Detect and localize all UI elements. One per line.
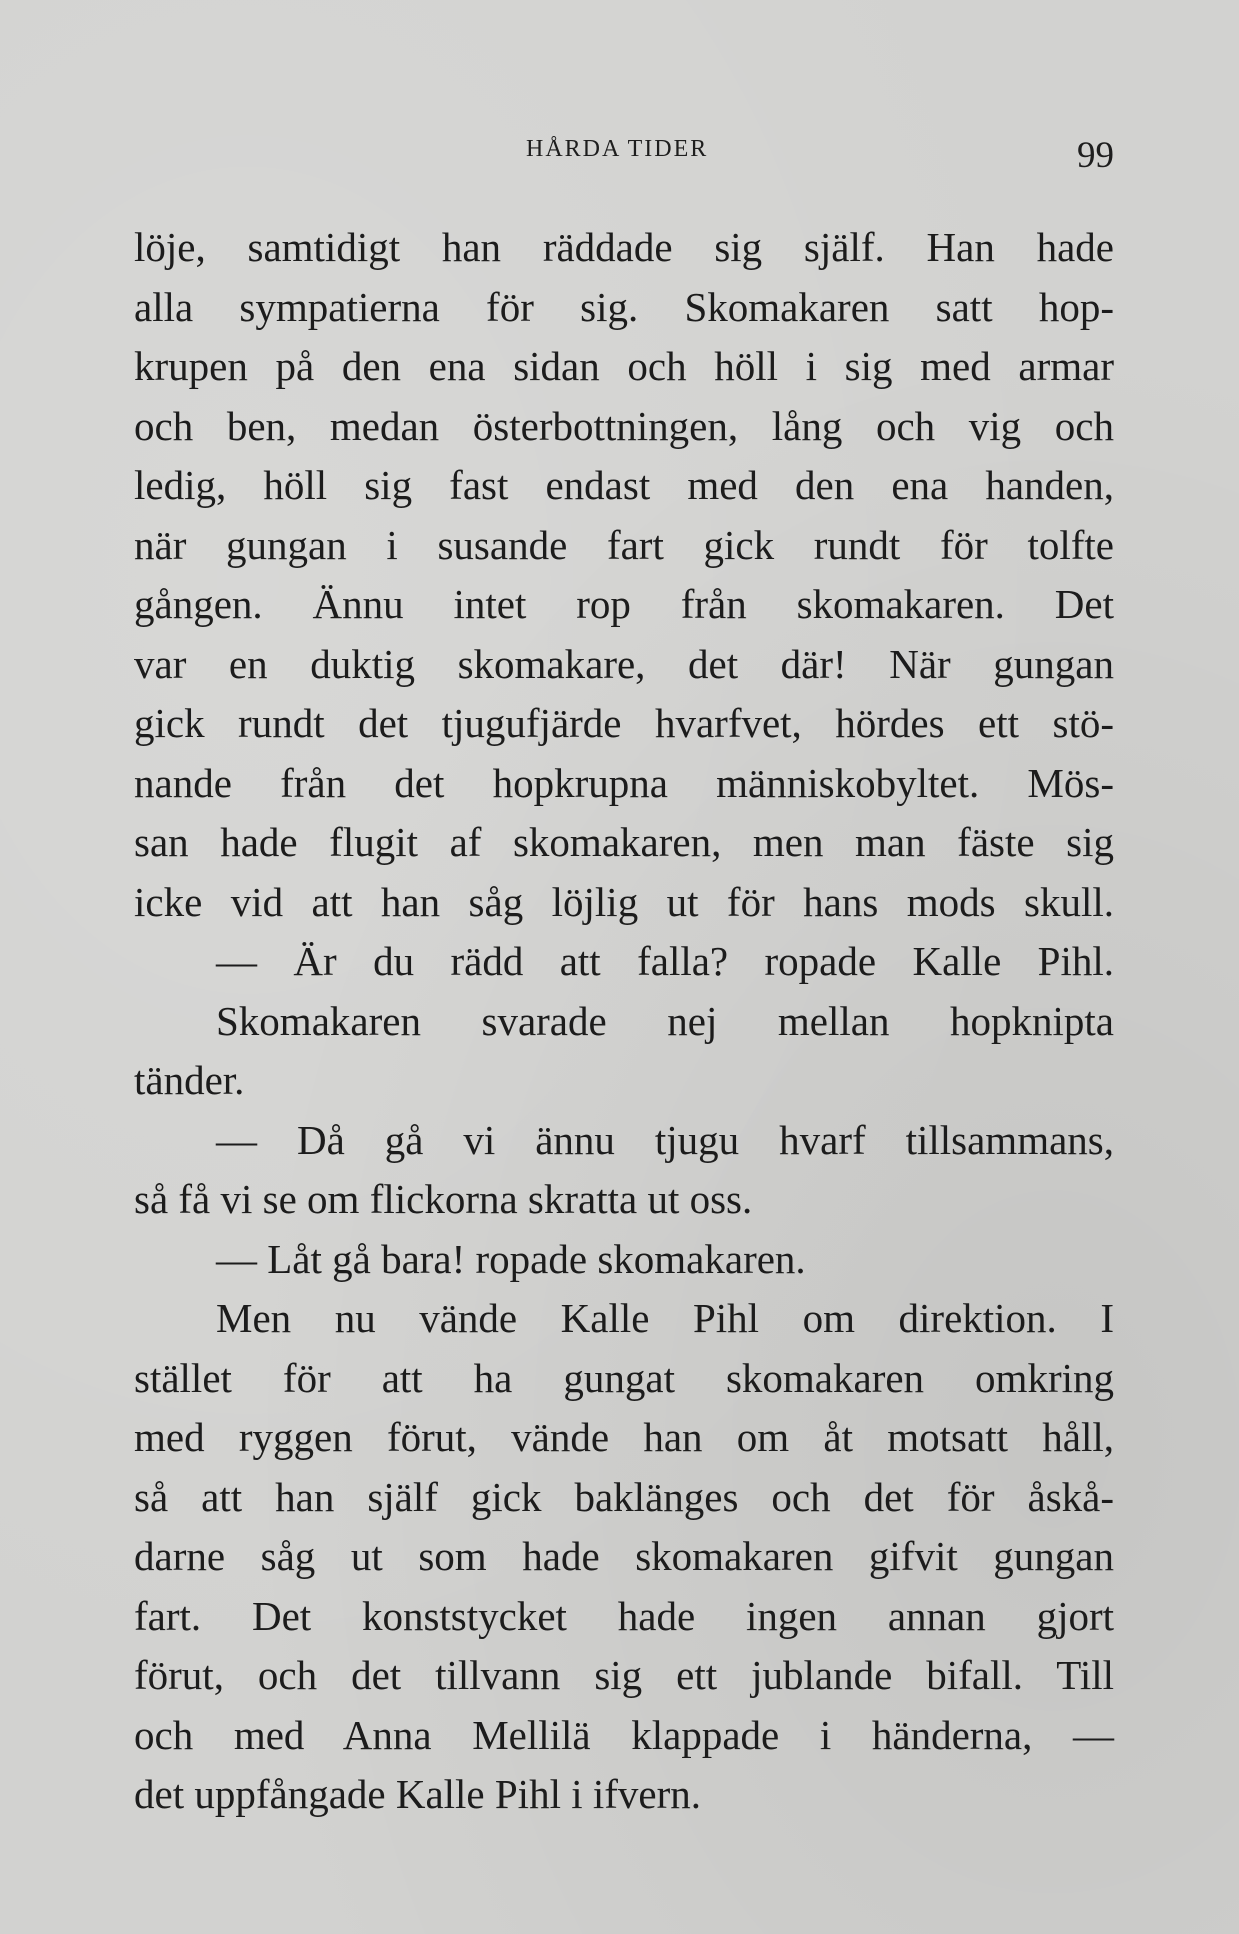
text-line: san hade flugit af skomakaren, men man fäste sig xyxy=(134,819,1114,865)
body-text xyxy=(134,218,1114,1825)
text-line: löje, samtidigt han räddade sig själf. Han hade xyxy=(134,224,1114,270)
text-line: det uppfångade Kalle Pihl i ifvern. xyxy=(134,1771,701,1817)
text-line: förut, och det tillvann sig ett jublande bifall. Till xyxy=(134,1652,1114,1698)
text-line: icke vid att han såg löjlig ut för hans mods skull. xyxy=(134,878,1114,925)
text-line: gick rundt det tjugufjärde hvarfvet, hördes ett stö- xyxy=(134,700,1114,746)
page-number: 99 xyxy=(1077,135,1114,176)
text-line: ledig, höll sig fast endast med den ena handen, xyxy=(134,462,1114,508)
text-line: gången. Ännu intet rop från skomakaren. Det xyxy=(134,581,1114,627)
text-line: så få vi se om flickorna skratta ut oss. xyxy=(134,1176,753,1222)
text-line: nande från det hopkrupna människobyltet. Mös- xyxy=(134,759,1114,806)
text-line: krupen på den ena sidan och höll i sig med armar xyxy=(134,343,1114,389)
text-line: stället för att ha gungat skomakaren omkring xyxy=(134,1354,1114,1401)
text-line: fart. Det konststycket hade ingen annan gjort xyxy=(134,1592,1114,1639)
text-line: med ryggen förut, vände han om åt motsatt håll, xyxy=(134,1414,1114,1460)
text-line: när gungan i susande fart gick rundt för tolfte xyxy=(134,521,1114,568)
text-line: tänder. xyxy=(134,1057,245,1103)
running-head xyxy=(134,132,1114,182)
running-title: HÅRDA TIDER xyxy=(526,136,709,162)
text-line: alla sympatierna för sig. Skomakaren satt hop- xyxy=(134,283,1114,330)
text-line: — Är du rädd att falla? ropade Kalle Pihl. xyxy=(216,938,1114,984)
text-line: var en duktig skomakare, det där! När gungan xyxy=(134,640,1114,687)
text-line: Men nu vände Kalle Pihl om direktion. I xyxy=(216,1295,1114,1341)
text-line: så att han själf gick baklänges och det för åskå- xyxy=(134,1473,1114,1520)
text-line: — Låt gå bara! ropade skomakaren. xyxy=(216,1235,806,1282)
text-line: darne såg ut som hade skomakaren gifvit gungan xyxy=(134,1533,1114,1579)
text-line: och med Anna Mellilä klappade i händerna, — xyxy=(134,1711,1114,1758)
text-line: Skomakaren svarade nej mellan hopknipta xyxy=(216,997,1114,1044)
text-line: och ben, medan österbottningen, lång och vig och xyxy=(134,402,1114,449)
text-line: — Då gå vi ännu tjugu hvarf tillsammans, xyxy=(216,1116,1114,1163)
